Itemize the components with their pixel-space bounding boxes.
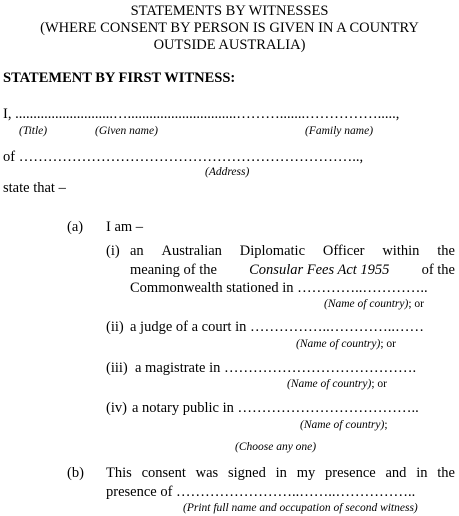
clause-b-word: signed xyxy=(227,465,266,481)
item-i-suffix: ; or xyxy=(408,298,424,310)
item-iv-suffix: ; xyxy=(384,419,388,431)
item-ii-country-label xyxy=(296,338,396,350)
item-i-word: Diplomatic xyxy=(239,243,306,259)
item-ii-suffix: ; or xyxy=(380,338,396,350)
clause-b-line-1 xyxy=(106,465,455,482)
item-i-line-2-post: of the xyxy=(421,262,455,278)
item-iv-text: a notary public in ……………………………….. xyxy=(132,400,419,416)
clause-b-marker: (b) xyxy=(67,465,84,481)
item-i-marker: (i) xyxy=(106,243,120,259)
item-i-line-3: Commonwealth stationed in …………..………….. xyxy=(130,280,428,296)
clause-b-word: in xyxy=(416,465,428,481)
label-title: (Title) xyxy=(19,125,48,137)
clause-b-word: the xyxy=(437,465,455,481)
item-i-word: Australian xyxy=(161,243,222,259)
item-i-word: the xyxy=(437,243,455,259)
item-ii-label: (Name of country) xyxy=(296,338,381,350)
address-line: of …………………………………………………………….., xyxy=(3,149,364,165)
clause-b-word: in xyxy=(275,465,287,481)
item-i-word: Officer xyxy=(322,243,365,259)
item-iii-text: a magistrate in …………………………………. xyxy=(135,360,417,376)
item-iv-country-label xyxy=(300,419,388,431)
item-iii-label: (Name of country) xyxy=(287,378,372,390)
heading-line-2: (WHERE CONSENT BY PERSON IS GIVEN IN A COUNTRY xyxy=(40,20,419,36)
choose-any-one-note: (Choose any one) xyxy=(235,441,317,453)
first-witness-title: STATEMENT BY FIRST WITNESS: xyxy=(3,70,236,86)
item-ii-text: a judge of a court in ……………..…………..…… xyxy=(130,319,424,335)
clause-b-word: was xyxy=(195,465,219,481)
clause-b-word: and xyxy=(385,465,407,481)
clause-b-word: presence xyxy=(325,465,376,481)
clause-a-marker: (a) xyxy=(67,219,84,235)
item-i-word: within xyxy=(382,243,420,259)
item-iv-marker: (iv) xyxy=(106,400,127,416)
name-line: I, ...........................…..............................……….......……………....., xyxy=(3,106,400,122)
item-ii-marker: (ii) xyxy=(106,319,124,335)
clause-b-word: my xyxy=(296,465,316,481)
clause-b-line-2: presence of ……………………..……..…………….. xyxy=(106,484,416,500)
item-i-label: (Name of country) xyxy=(324,298,409,310)
item-iii-suffix: ; or xyxy=(371,378,387,390)
clause-a-intro: I am – xyxy=(106,219,144,235)
item-i-country-label xyxy=(324,298,424,310)
label-given-name: (Given name) xyxy=(95,125,158,137)
label-address: (Address) xyxy=(205,166,250,178)
item-i-line-2-pre: meaning of the xyxy=(130,262,217,278)
item-i-line-2 xyxy=(130,262,455,279)
act-title: Consular Fees Act 1955 xyxy=(249,262,390,278)
item-iv-label: (Name of country) xyxy=(300,419,385,431)
heading-line-1: STATEMENTS BY WITNESSES xyxy=(130,3,329,19)
heading-line-3: OUTSIDE AUSTRALIA) xyxy=(153,37,306,53)
item-iii-marker: (iii) xyxy=(106,360,128,376)
item-iii-country-label xyxy=(287,378,387,390)
item-i-word: an xyxy=(130,243,144,259)
state-that-text: state that – xyxy=(3,180,66,196)
label-family-name: (Family name) xyxy=(305,125,374,137)
second-witness-label: (Print full name and occupation of second witness) xyxy=(183,502,418,514)
item-i-line-1 xyxy=(130,243,455,260)
clause-b-word: This xyxy=(106,465,132,481)
clause-b-word: consent xyxy=(141,465,186,481)
